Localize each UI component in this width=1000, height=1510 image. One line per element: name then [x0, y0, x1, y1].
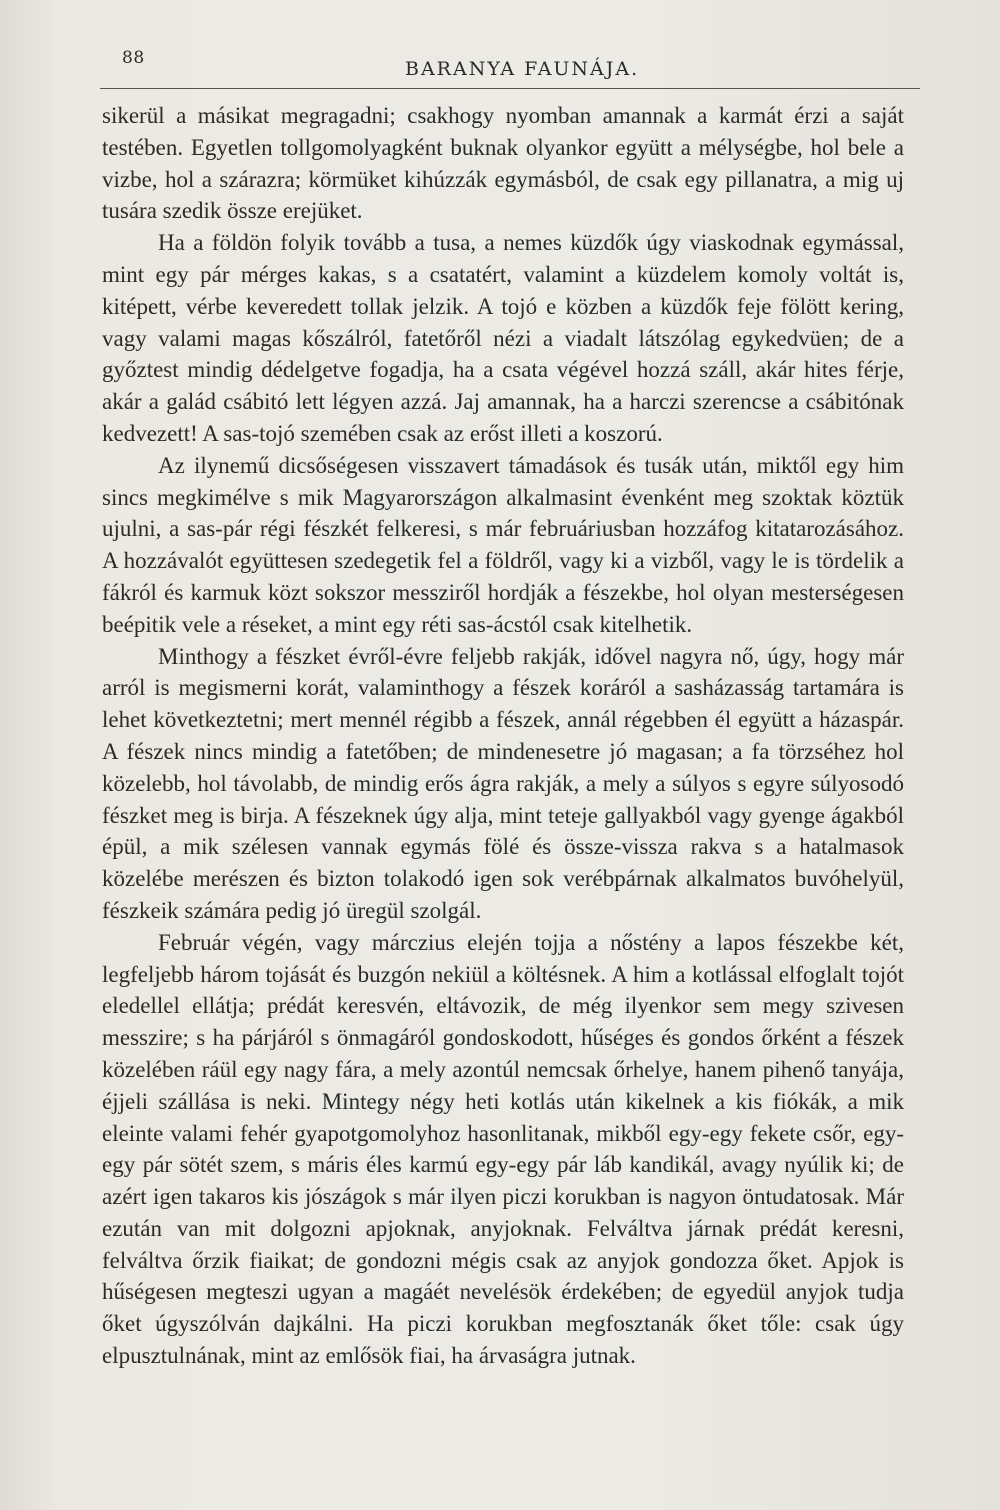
paragraph: Február végén, vagy márczius elején tojja a nőstény a lapos fészekbe két, legfeljebb három tojását és buzgón nekiül a költésnek. A him a kotlással elfoglalt tojót eledellel ellátja; prédát keresvén, eltávozik, de még ilyenkor sem megy szivesen messzire; s ha párjáról s önmagáról gondoskodott, hűséges és gondos őrként a fészek közelében ráül egy nagy fára, a mely azontúl nemcsak őrhelye, hanem pihenő tanyája, éjjeli szállása is neki. Mintegy négy heti kotlás után kikelnek a kis fiókák, a mik eleinte valami fehér gyapotgomolyhoz hasonlitanak, mikből egy-egy fekete csőr, egy-egy pár sötét szem, s máris éles karmú egy-egy pár láb kandikál, avagy nyúlik ki; de azért igen takaros kis jószágok s már ilyen piczi korukban is nagyon öntudatosak. Már ezután van mit dolgozni apjoknak, anyjoknak. Felváltva járnak prédát keresni, felváltva őrzik fiaikat; de gondozni mégis csak az anyjok gondozza őket. Apjok is hűségesen megteszi ugyan a magáét nevelésök érdekében; de egyedül anyjok tudja őket úgyszólván dajkálni. Ha piczi korukban megfosztanák őket tőle: csak úgy elpusztulnának, mint az emlősök fiai, ha árvaságra jutnak.	[102, 929, 904, 1369]
page-header	[100, 48, 920, 88]
paragraph-continued: sikerül a másikat megragadni; csakhogy nyomban amannak a karmát érzi a saját testében. Egyetlen tollgomolyagként buknak olyankor együtt a mélységbe, hol bele a vizbe, hol a szárazra; körmüket kihúzzák egymásból, de csak egy pillanatra, a mig uj tusára szedik össze erejüket.	[102, 103, 904, 224]
page-number: 88	[122, 48, 145, 68]
paragraph: Az ilynemű dicsőségesen visszavert támadások és tusák után, miktől egy him sincs megkimélve s mik Magyarországon alkalmasint évenként meg szoktak köztük ujulni, a sas-pár régi fészkét felkeresi, s már februáriusban hozzáfog kitatarozásához. A hozzávalót együttesen szedegetik fel a földről, vagy ki a vizből, vagy le is tördelik a fákról és karmuk közt sokszor messziről hordják a fészekbe, hol olyan mesterségesen beépitik vele a réseket, a mint egy réti sas-ácstól csak kitelhetik.	[102, 452, 904, 637]
paragraph: Minthogy a fészket évről-évre feljebb rakják, idővel nagyra nő, úgy, hogy már arról is megismerni korát, valaminthogy a fészek koráról a sasházasság tartamára is lehet következtetni; mert mennél régibb a fészek, annál régebben él együtt a házaspár. A fészek nincs mindig a fatetőben; de mindenesetre jó magasan; a fa törzséhez hol közelebb, hol távolabb, de mindig erős ágra rakják, a mely a súlyos s egyre súlyosodó fészket meg is birja. A fészeknek úgy alja, mint teteje gallyakból vagy gyenge ágakból épül, a mik szélesen vannak egymás fölé és össze-vissza rakva s a hatalmasok közelébe merészen és bizton tolakodó igen sok verébpárnak alkalmatos buvóhelyül, fészkeik számára pedig jó üregül szolgál.	[102, 643, 904, 923]
header-rule	[100, 88, 920, 89]
paragraph: Ha a földön folyik tovább a tusa, a nemes küzdők úgy viaskodnak egymással, mint egy pár mérges kakas, s a csatatért, valamint a küzdelem komoly voltát is, kitépett, vérbe keveredett tollak jelzik. A tojó e közben a küzdők feje fölött kering, vagy valami magas kőszálról, fatetőről nézi a viadalt látszólag egykedvüen; de a győztest mindig dédelgetve fogadja, ha a csata végével hozzá száll, akár hites férje, akár a galád csábitó lett légyen azzá. Jaj amannak, ha a harczi szerencse a csábitónak kedvezett! A sas-tojó szemében csak az erőst illeti a koszorú.	[102, 230, 904, 446]
running-head: BARANYA FAUNÁJA.	[405, 58, 640, 80]
page-body	[102, 100, 904, 1372]
